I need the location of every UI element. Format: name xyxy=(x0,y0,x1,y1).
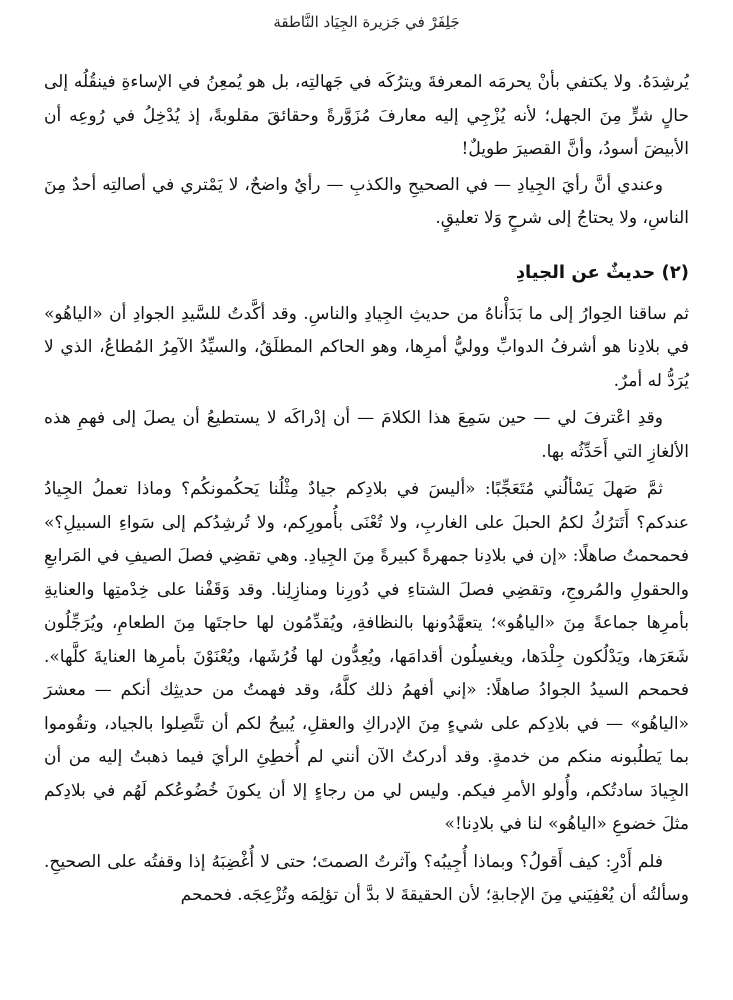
paragraph-6: فلم أَدْرِ: كيف أَقولُ؟ وبماذا أُجِيبُه؟ وآثرتُ الصمتَ؛ حتى لا أُغْضِبَهُ إذا وقفتُه على الصحيحِ. وسألتُه أن يُعْفِيَني مِنَ الإجابةِ؛ لأن الحقيقةَ لا بدَّ أن تؤلِمَه وتُزْعِجَه. فحمحم xyxy=(44,851,689,905)
book-page xyxy=(44,0,689,1000)
paragraph-5: ثمَّ صَهلَ يَسْألُني مُتَعَجِّبًا: «أليسَ في بلادِكم جيادٌ مِثْلُنا يَحكُمونكُم؟ وماذا تعملُ الجِيادُ عندكم؟ أَتَترُكُ لكمُ الحبلَ على الغاربِ، ولا تُعْنَى بأُمورِكم، ولا تُرشِدُكم إلى سَواءِ السبيلِ؟» فحمحمتُ صاهلًا: «إن في بلادِنا جمهرةً كبيرةً مِنَ الجِيادِ. وهي تقضِي فصلَ الصيفِ في المَرابعِ والحقولِ والمُروجِ، وتقضِي فصلَ الشتاءِ في دُورِنا ومنازِلِنا. وقد وَقَفْنا على خِدْمتِها والعنايةِ بأمرِها جماعةً مِنَ «الياهُو»؛ يتعهَّدُونها بالنظافةِ، ويُقدِّمُون لها حاجتَها مِنَ الطعامِ، ويُرَجِّلُون شَعَرَها، ويَدْلُكون جِلْدَها، ويغسِلُون أقدامَها، ويُعِدُّون لها فُرُشَها، ويُعْنَوْنَ بأمرِها العنايةَ كلَّها». فحمحم السيدُ الجوادُ صاهلًا: «إني أفهمُ ذلك كلَّهُ، وقد فهمتُ من حديثِك أنكم — معشرَ «الياهُو» — في بلادِكم على شيءٍ مِنَ الإدراكِ والعقلِ، يُبيحُ لكم أن تتَّصِلوا بالجياد، وتقُوموا بما يَطلُبونه منكم من خدمةٍ. وقد أدركتُ الآن أنني لم أُخطِئِ الرأيَ فيما ذهبتُ إليه من أن الجِيادَ سادتُكم، وأُولو الأمرِ فيكم. وليس لي من رجاءٍ إلا أن يكونَ خُضُوعُكم لَهُم في بلادِكم مثلَ خضوعِ «الياهُو» لنا في بلادِنا!» xyxy=(44,479,689,834)
section-heading: (٢) حديثٌ عن الجيادِ xyxy=(515,261,689,283)
paragraph-4: وقدِ اعْترفَ لي — حين سَمِعَ هذا الكلامَ — أن إدْراكَه لا يستطيعُ أن يصلَ إلى فهمِ هذه الألغازِ التي أَحَدِّثُه بها. xyxy=(44,408,689,462)
paragraph-1: يُرشِدَهُ. ولا يكتفي بأنْ يحرمَه المعرفةَ ويترُكَه في جَهالتِه، بل هو يُمعِنُ في الإساءةِ فينقُلُه إلى حالٍ شرٍّ مِنَ الجهل؛ لأنه يُزْجِي إليه معارفَ مُزَوَّرةً وحقائقَ مقلوبةً، إذ يُدْخِلُ في رُوعِه أن الأبيضَ أسودُ، وأنَّ القصيرَ طويلٌ! xyxy=(44,72,689,159)
paragraph-3: ثم ساقنا الحِوارُ إلى ما بَدَأْناهُ من حديثِ الجِيادِ والناسِ. وقد أكَّدتُ للسَّيدِ الجوادِ أن «الياهُو» في بلادِنا هو أشرفُ الدوابِّ ووليُّ أمرِها، وهو الحاكم المطلَقُ، والسيِّدُ الآمِرُ المُطاعُ، الذي لا يُرَدُّ له أمرٌ. xyxy=(44,303,689,391)
paragraph-2: وعندي أنَّ رأيَ الجِيادِ — في الصحيحِ والكذبِ — رأيٌ واضحٌ، لا يَمْتري في أصالتِه أحدٌ مِنَ الناسِ، ولا يحتاجُ إلى شرحٍ وَلا تعليقٍ. xyxy=(44,174,689,228)
running-header: جَلِفَرْ في جَزيرة الجِيَاد النَّاطقة xyxy=(273,13,460,31)
